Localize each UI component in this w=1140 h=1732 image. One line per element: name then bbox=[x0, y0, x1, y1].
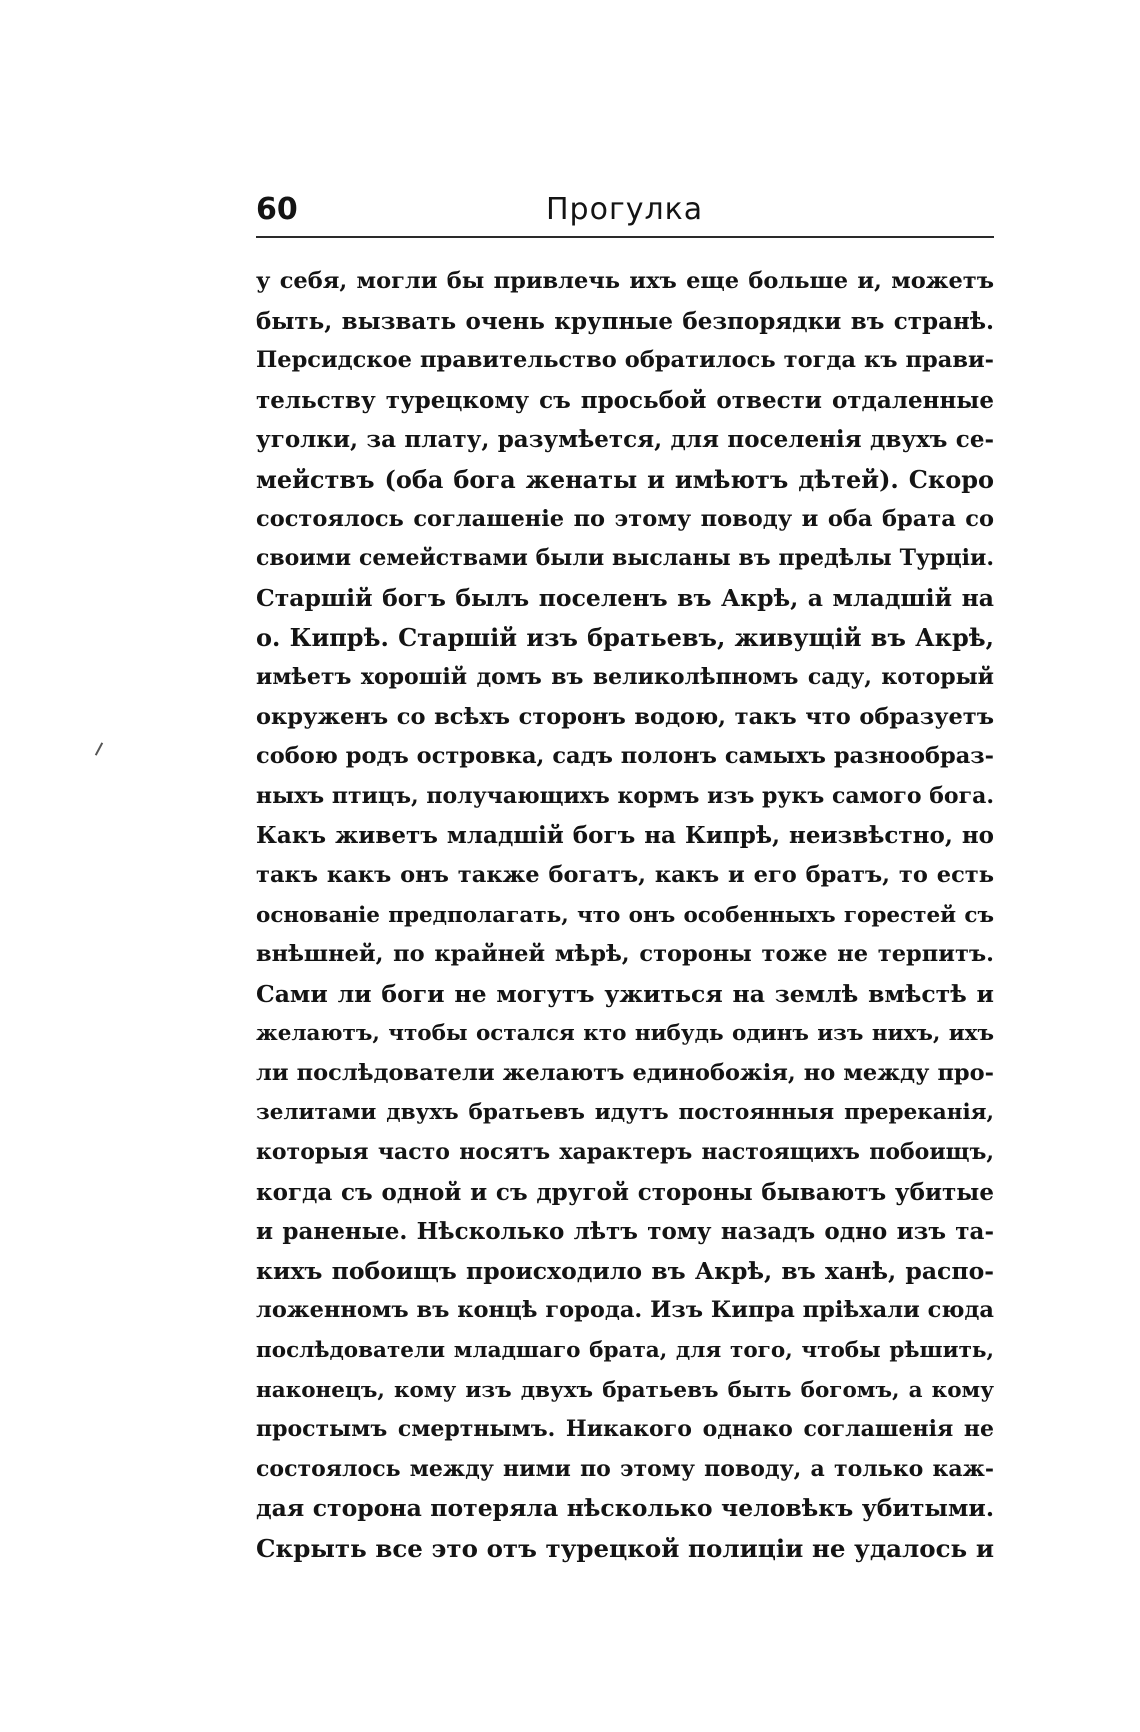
text-line: и раненые. Нѣсколько лѣтъ тому назадъ одно изъ та- bbox=[256, 1218, 994, 1246]
text-line: тельству турецкому съ просьбой отвести отдаленные bbox=[256, 386, 994, 414]
text-line: внѣшней, по крайней мѣрѣ, стороны тоже не терпитъ. bbox=[256, 941, 994, 968]
text-line: имѣетъ хорошій домъ въ великолѣпномъ саду, который bbox=[256, 663, 994, 690]
text-line: мействъ (оба бога женаты и имѣютъ дѣтей). Скоро bbox=[256, 464, 994, 494]
text-line: у себя, могли бы привлечь ихъ еще больше и, можетъ bbox=[256, 268, 994, 294]
text-line: наконецъ, кому изъ двухъ братьевъ быть богомъ, а кому bbox=[256, 1377, 994, 1403]
text-line: собою родъ островка, садъ полонъ самыхъ разнообраз- bbox=[256, 743, 994, 770]
text-line: Скрыть все это отъ турецкой полиціи не удалось и bbox=[256, 1534, 994, 1563]
text-line: послѣдователи младшаго брата, для того, чтобы рѣшить, bbox=[256, 1338, 994, 1364]
text-line: уголки, за плату, разумѣется, для поселенія двухъ се- bbox=[256, 426, 994, 454]
text-line: о. Кипрѣ. Старшій изъ братьевъ, живущій въ Акрѣ, bbox=[256, 623, 994, 653]
text-line: Какъ живетъ младшій богъ на Кипрѣ, неизвѣстно, но bbox=[256, 822, 994, 850]
text-line: Сами ли боги не могутъ ужиться на землѣ вмѣстѣ и bbox=[256, 979, 994, 1008]
body-text bbox=[256, 262, 994, 1569]
running-title: Прогулка bbox=[546, 192, 704, 227]
text-line: Персидское правительство обратилось тогда къ прави- bbox=[256, 347, 994, 374]
text-line: ныхъ птицъ, получающихъ кормъ изъ рукъ самого бога. bbox=[256, 782, 994, 809]
header-rule bbox=[256, 236, 994, 238]
text-line: простымъ смертнымъ. Никакого однако соглашенія не bbox=[256, 1416, 994, 1443]
text-line: ли послѣдователи желаютъ единобожія, но между про- bbox=[256, 1059, 994, 1086]
text-line: зелитами двухъ братьевъ идутъ постоянныя пререканія, bbox=[256, 1100, 994, 1126]
text-line: такъ какъ онъ также богатъ, какъ и его братъ, то есть bbox=[256, 861, 994, 888]
text-line: состоялось между ними по этому поводу, а только каж- bbox=[256, 1455, 994, 1482]
text-line: состоялось соглашеніе по этому поводу и оба брата со bbox=[256, 505, 994, 532]
text-line: когда съ одной и съ другой стороны бываютъ убитые bbox=[256, 1178, 994, 1206]
text-line: основаніе предполагать, что онъ особенныхъ горестей съ bbox=[256, 902, 994, 928]
text-line: кихъ побоищъ происходило въ Акрѣ, въ ханѣ, распо- bbox=[256, 1256, 994, 1285]
text-line: окруженъ со всѣхъ сторонъ водою, такъ что образуетъ bbox=[256, 703, 994, 730]
text-line: ложенномъ въ концѣ города. Изъ Кипра пріѣхали сюда bbox=[256, 1297, 994, 1324]
text-line: своими семействами были высланы въ предѣлы Турціи. bbox=[256, 545, 994, 572]
page-header bbox=[256, 190, 994, 238]
text-line: быть, вызвать очень крупные безпорядки въ странѣ. bbox=[256, 307, 994, 335]
text-line: дая сторона потеряла нѣсколько человѣкъ убитыми. bbox=[256, 1494, 994, 1523]
margin-mark bbox=[95, 742, 103, 755]
text-line: желаютъ, чтобы остался кто нибудь одинъ изъ нихъ, ихъ bbox=[256, 1021, 994, 1047]
text-line: Старшій богъ былъ поселенъ въ Акрѣ, а младшій на bbox=[256, 583, 994, 612]
page-number: 60 bbox=[256, 192, 298, 227]
text-line: которыя часто носятъ характеръ настоящихъ побоищъ, bbox=[256, 1139, 994, 1166]
